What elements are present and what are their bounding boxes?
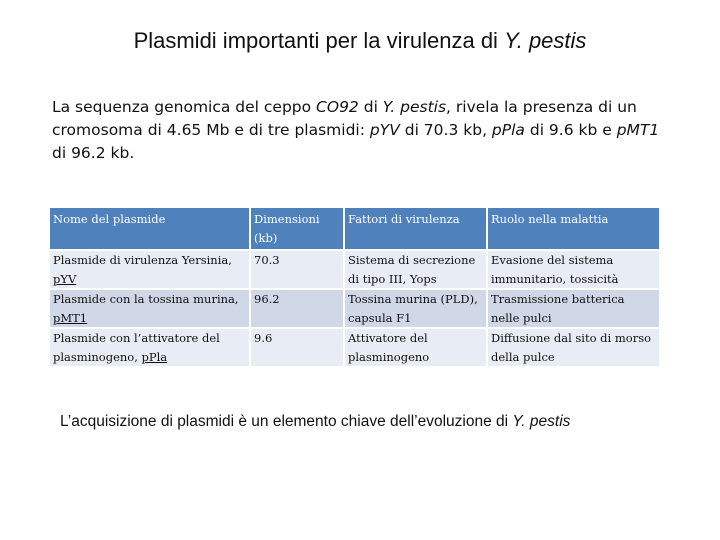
conclusion-text: L’acquisizione di plasmidi è un elemento chiave dell’evoluzione di <box>60 413 513 430</box>
conclusion-species: Y. pestis <box>512 413 571 430</box>
cell-plasmid-name <box>50 250 250 289</box>
intro-plasmid-pmt1: pMT1 <box>616 121 660 139</box>
cell-disease-role: Trasmissione batterica nelle pulci <box>487 289 660 328</box>
plasmid-code: pMT1 <box>53 310 88 325</box>
cell-size: 96.2 <box>250 289 344 328</box>
table-header-row <box>50 208 660 250</box>
cell-disease-role: Evasione del sistema immunitario, tossicità <box>487 250 660 289</box>
cell-virulence-factors: Tossina murina (PLD), capsula F1 <box>344 289 487 328</box>
intro-text-5: di 9.6 kb e <box>524 121 617 139</box>
intro-strain: CO92 <box>316 98 359 116</box>
intro-text-3: , rivela la presenza di un cromosoma di 4.65 Mb e di tre plasmidi: <box>52 98 637 139</box>
intro-text-2: di <box>358 98 383 116</box>
slide-title <box>0 28 720 54</box>
cell-plasmid-name <box>50 289 250 328</box>
header-plasmid-name: Nome del plasmide <box>50 208 250 250</box>
plasmid-table <box>50 208 661 366</box>
conclusion-paragraph <box>60 412 640 432</box>
header-virulence-factors: Fattori di virulenza <box>344 208 487 250</box>
cell-virulence-factors: Sistema di secrezione di tipo III, Yops <box>344 250 487 289</box>
header-size: Dimensioni (kb) <box>250 208 344 250</box>
plasmid-name-text: Plasmide con l’attivatore del plasminogeno, <box>53 331 220 364</box>
table-row <box>50 328 660 366</box>
intro-text-1: La sequenza genomica del ceppo <box>52 98 317 116</box>
header-disease-role: Ruolo nella malattia <box>487 208 660 250</box>
plasmid-name-text: Plasmide con la tossina murina, <box>53 292 239 306</box>
intro-text-6: di 96.2 kb. <box>52 144 135 162</box>
cell-size: 70.3 <box>250 250 344 289</box>
intro-text-4: di 70.3 kb, <box>399 121 492 139</box>
intro-plasmid-pyv: pYV <box>369 121 400 139</box>
cell-plasmid-name <box>50 328 250 366</box>
plasmid-code: pYV <box>53 271 77 286</box>
cell-virulence-factors: Attivatore del plasminogeno <box>344 328 487 366</box>
intro-plasmid-ppla: pPla <box>491 121 525 139</box>
title-text: Plasmidi importanti per la virulenza di <box>133 28 505 53</box>
intro-species: Y. pestis <box>382 98 447 116</box>
intro-paragraph <box>52 96 662 165</box>
plasmid-code: pPla <box>141 349 168 364</box>
table-row <box>50 250 660 289</box>
cell-disease-role: Diffusione dal sito di morso della pulce <box>487 328 660 366</box>
plasmid-name-text: Plasmide di virulenza Yersinia, <box>53 253 232 267</box>
cell-size: 9.6 <box>250 328 344 366</box>
table-row <box>50 289 660 328</box>
title-species: Y. pestis <box>504 28 587 53</box>
